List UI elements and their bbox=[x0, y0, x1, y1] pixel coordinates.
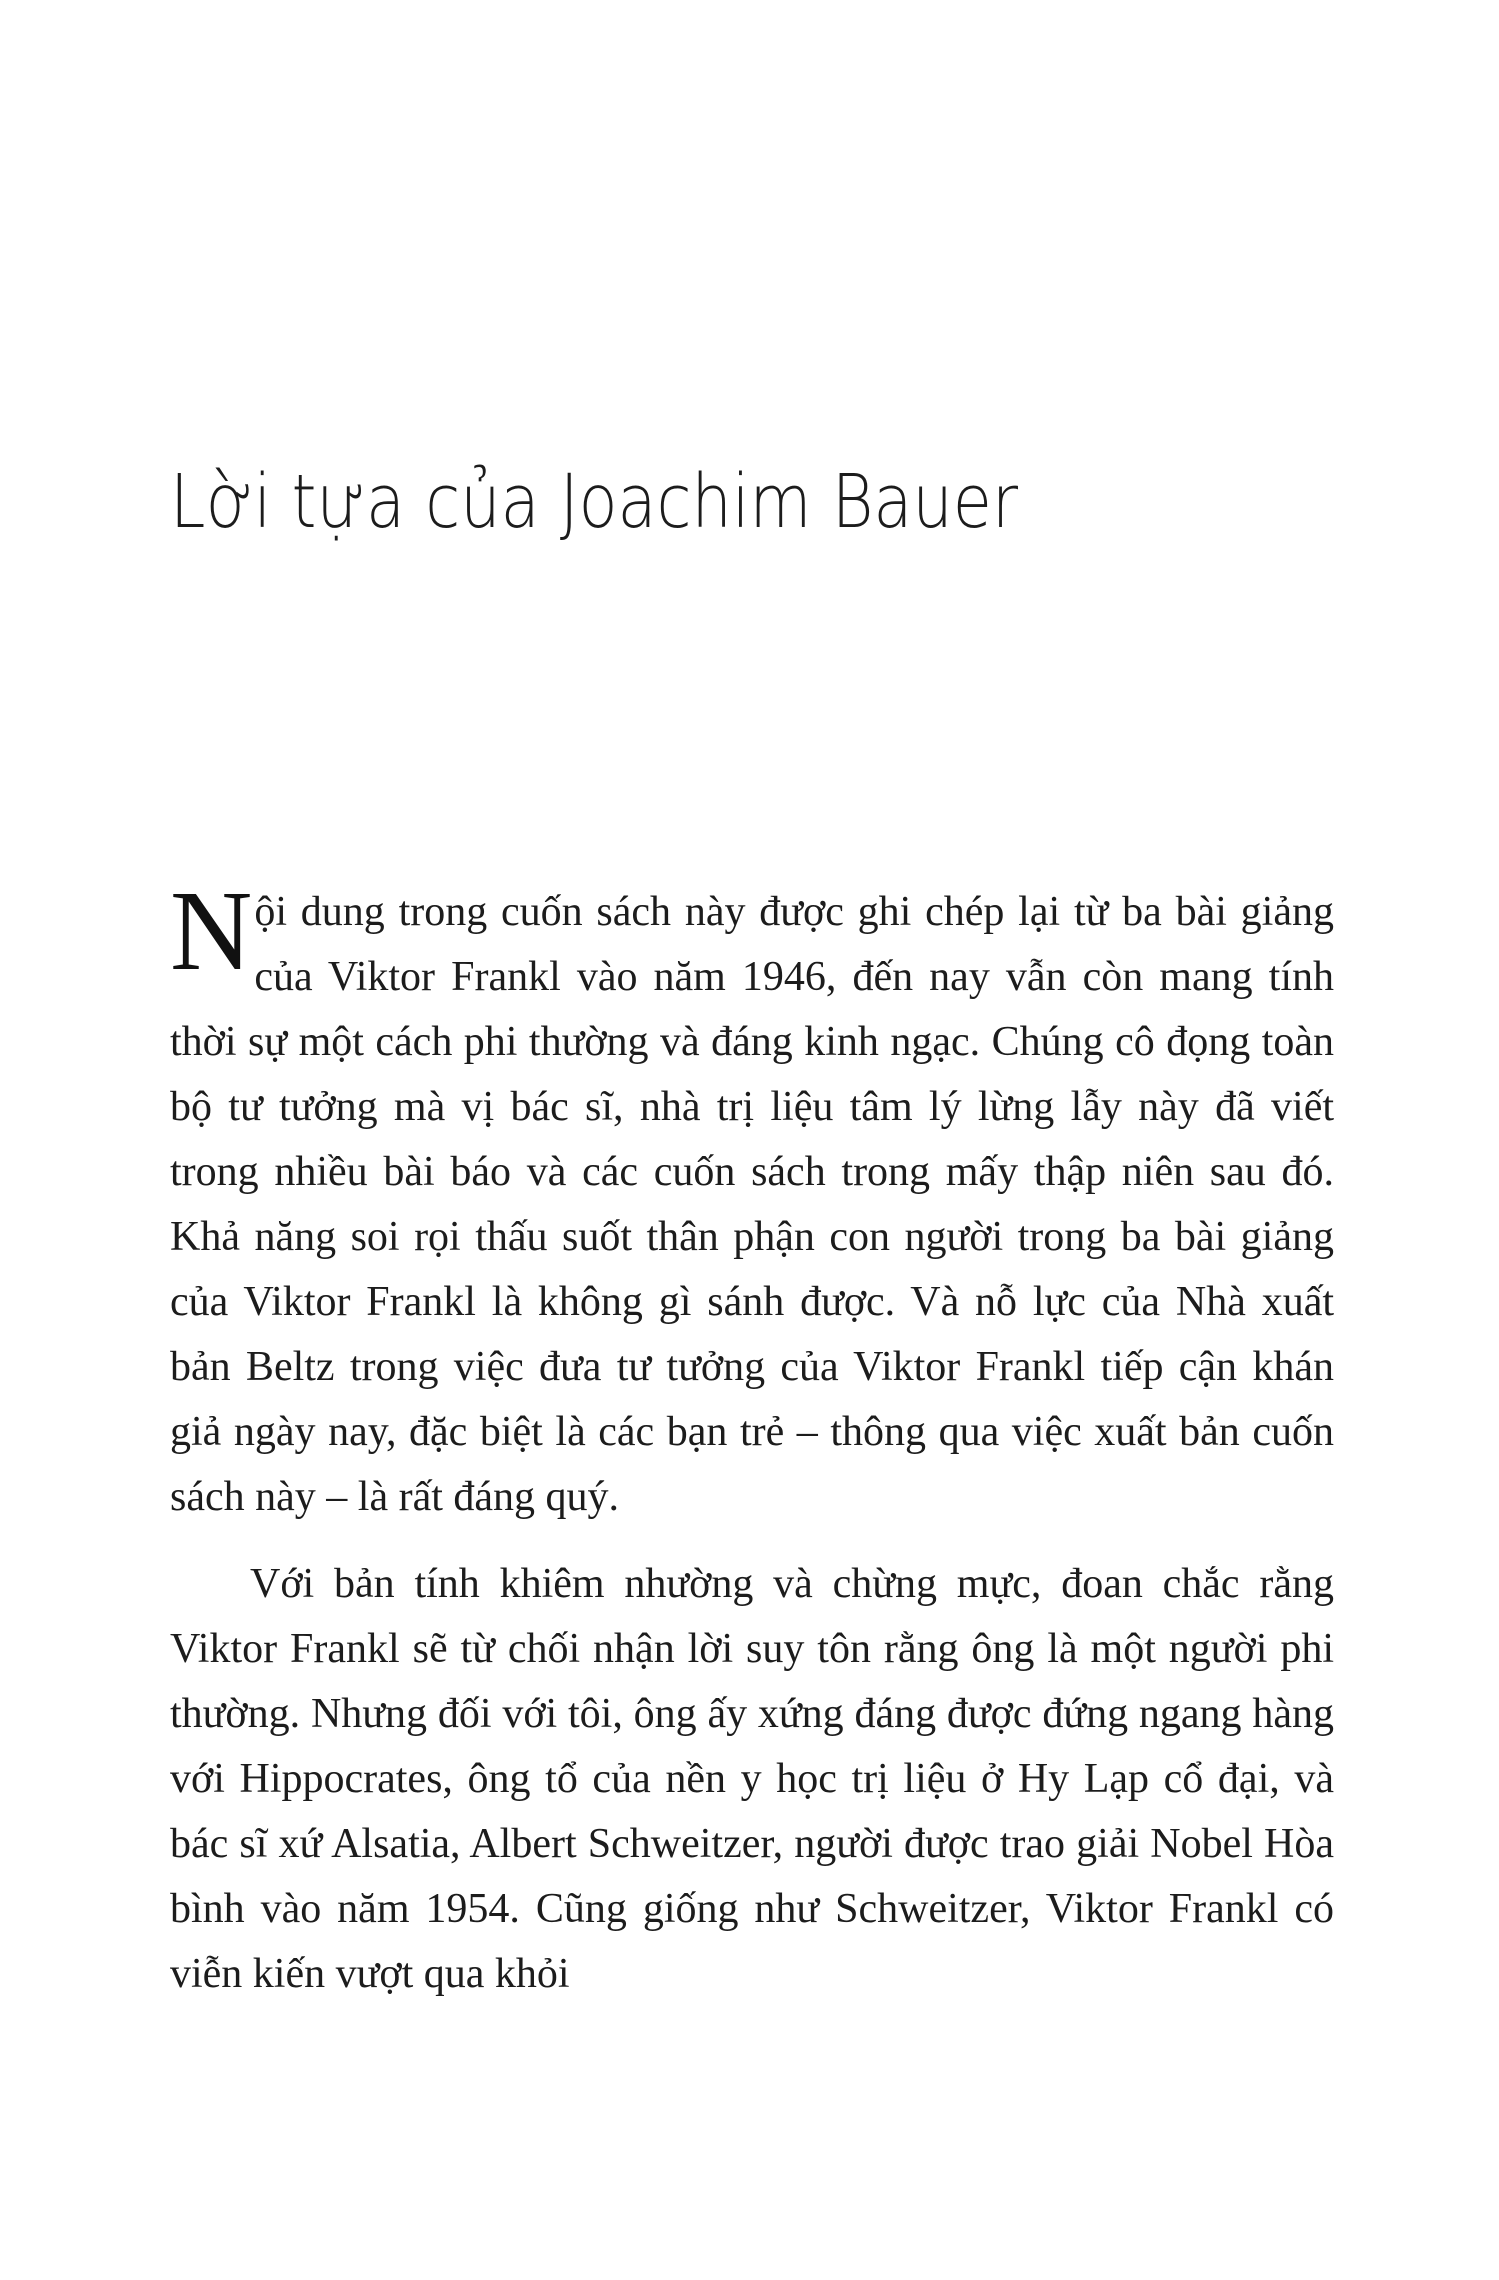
paragraph-1-text: ội dung trong cuốn sách này được ghi chép lại từ ba bài giảng của Viktor Frankl vào năm 1946, đến nay vẫn còn mang tính thời sự một cách phi thường và đáng kinh ngạc. Chúng cô đọng toàn bộ tư tưởng mà vị bác sĩ, nhà trị liệu tâm lý lừng lẫy này đã viết trong nhiều bài báo và các cuốn sách trong mấy thập niên sau đó. Khả năng soi rọi thấu suốt thân phận con người trong ba bài giảng của Viktor Frankl là không gì sánh được. Và nỗ lực của Nhà xuất bản Beltz trong việc đưa tư tưởng của Viktor Frankl tiếp cận khán giả ngày nay, đặc biệt là các bạn trẻ – thông qua việc xuất bản cuốn sách này – là rất đáng quý. bbox=[170, 889, 1334, 1520]
paragraph-2: Với bản tính khiêm nhường và chừng mực, đoan chắc rằng Viktor Frankl sẽ từ chối nhận lời suy tôn rằng ông là một người phi thường. Nhưng đối với tôi, ông ấy xứng đáng được đứng ngang hàng với Hippocrates, ông tổ của nền y học trị liệu ở Hy Lạp cổ đại, và bác sĩ xứ Alsatia, Albert Schweitzer, người được trao giải Nobel Hòa bình vào năm 1954. Cũng giống như Schweitzer, Viktor Frankl có viễn kiến vượt qua khỏi bbox=[170, 1561, 1334, 1997]
body-text bbox=[170, 867, 1334, 2007]
chapter-title: Lời tựa của Joachim Bauer bbox=[170, 459, 1019, 545]
drop-cap: N bbox=[170, 867, 253, 994]
paragraph-1 bbox=[170, 867, 1334, 1530]
